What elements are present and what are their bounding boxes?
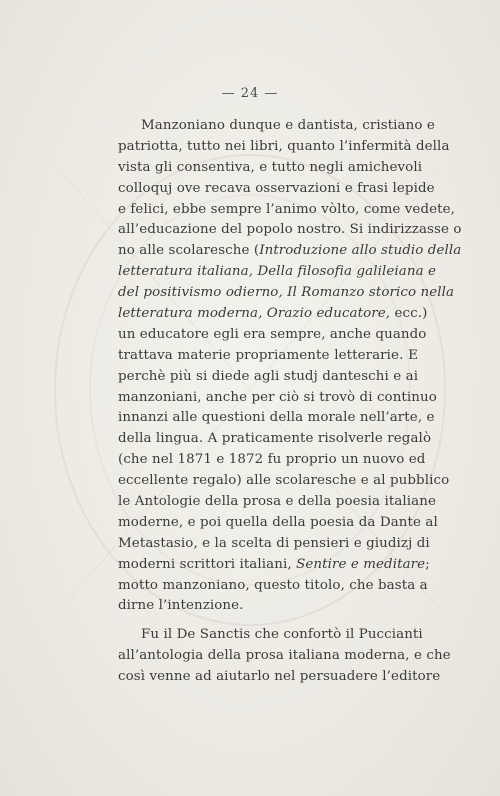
line-text: così venne ad aiutarlo nel persuadere l’editore xyxy=(118,669,441,685)
line-text: perchè più si diede agli studj danteschi e ai xyxy=(118,368,419,384)
text-line xyxy=(118,576,428,597)
italic-title-text: Introduzione allo studio della xyxy=(259,243,462,259)
line-text: eccellente regalo) alle scolaresche e al pubblico xyxy=(118,473,450,489)
line-text: patriotta, tutto nei libri, quanto l’infermità della xyxy=(118,138,450,154)
text-line xyxy=(118,262,437,283)
text-line xyxy=(118,325,427,346)
italic-title-text: del positivismo odierno, Il Romanzo storico nella xyxy=(118,285,455,301)
line-text: Fu il De Sanctis che confortò il Puccianti xyxy=(141,627,423,643)
text-line xyxy=(118,492,437,513)
italic-title-text: letteratura italiana, Della filosofia galileiana e xyxy=(118,264,437,280)
text-line xyxy=(118,408,435,429)
text-line xyxy=(118,471,450,492)
line-text: Manzoniano dunque e dantista, cristiano e xyxy=(141,118,435,133)
line-text: (che nel 1871 e 1872 fu proprio un nuovo ed xyxy=(118,452,426,468)
page-number: — 24 — xyxy=(221,86,279,101)
line-text: motto manzoniano, questo titolo, che basta a xyxy=(118,577,428,593)
text-line xyxy=(118,388,437,409)
text-line xyxy=(118,158,423,179)
line-text: trattava materie propriamente letterarie. E xyxy=(118,347,418,363)
text-line xyxy=(118,450,426,471)
line-text: le Antologie della prosa e della poesia italiane xyxy=(118,494,437,510)
text-line xyxy=(118,667,441,688)
text-line xyxy=(118,220,462,241)
text-line xyxy=(118,596,418,617)
text-line xyxy=(118,200,456,221)
text-line xyxy=(118,625,423,646)
line-text: Metastasio, e la scelta di pensieri e giudizj di xyxy=(118,535,430,551)
text-line xyxy=(118,137,450,158)
line-text: ; xyxy=(425,556,430,572)
text-line xyxy=(118,283,455,304)
text-line xyxy=(118,513,438,534)
line-text: vista gli consentiva, e tutto negli amichevoli xyxy=(118,159,423,175)
body-text xyxy=(118,116,462,688)
line-text: della lingua. A praticamente risolverle regalò xyxy=(118,431,432,447)
text-line xyxy=(118,429,432,450)
line-text: colloquj ove recava osservazioni e frasi lepide xyxy=(118,180,435,196)
text-line xyxy=(118,346,418,367)
italic-title-text: Sentire e meditare xyxy=(296,556,426,572)
line-text: all’antologia della prosa italiana moderna, e che xyxy=(118,648,451,664)
text-line xyxy=(118,646,451,667)
line-text: no alle scolaresche ( xyxy=(118,243,260,259)
text-line xyxy=(118,534,430,555)
line-text: un educatore egli era sempre, anche quando xyxy=(118,326,427,342)
line-text: ecc.) xyxy=(390,306,428,322)
text-line xyxy=(118,179,435,200)
line-text: dirne l’intenzione. xyxy=(118,598,244,614)
text-line xyxy=(118,367,418,388)
line-text: moderne, e poi quella della poesia da Dante al xyxy=(118,514,438,530)
line-text: e felici, ebbe sempre l’animo vòlto, come vedete, xyxy=(118,201,456,217)
text-line xyxy=(118,116,435,137)
line-text: innanzi alle questioni della morale nell’arte, e xyxy=(118,410,435,426)
text-line xyxy=(118,241,462,262)
text-line xyxy=(118,304,428,325)
line-text: all’educazione del popolo nostro. Si indirizzasse o xyxy=(118,222,462,238)
line-text: manzoniani, anche per ciò si trovò di continuo xyxy=(118,389,437,405)
text-line xyxy=(118,555,430,576)
italic-title-text: letteratura moderna, Orazio educatore, xyxy=(118,306,391,322)
line-text: moderni scrittori italiani, xyxy=(118,556,297,572)
